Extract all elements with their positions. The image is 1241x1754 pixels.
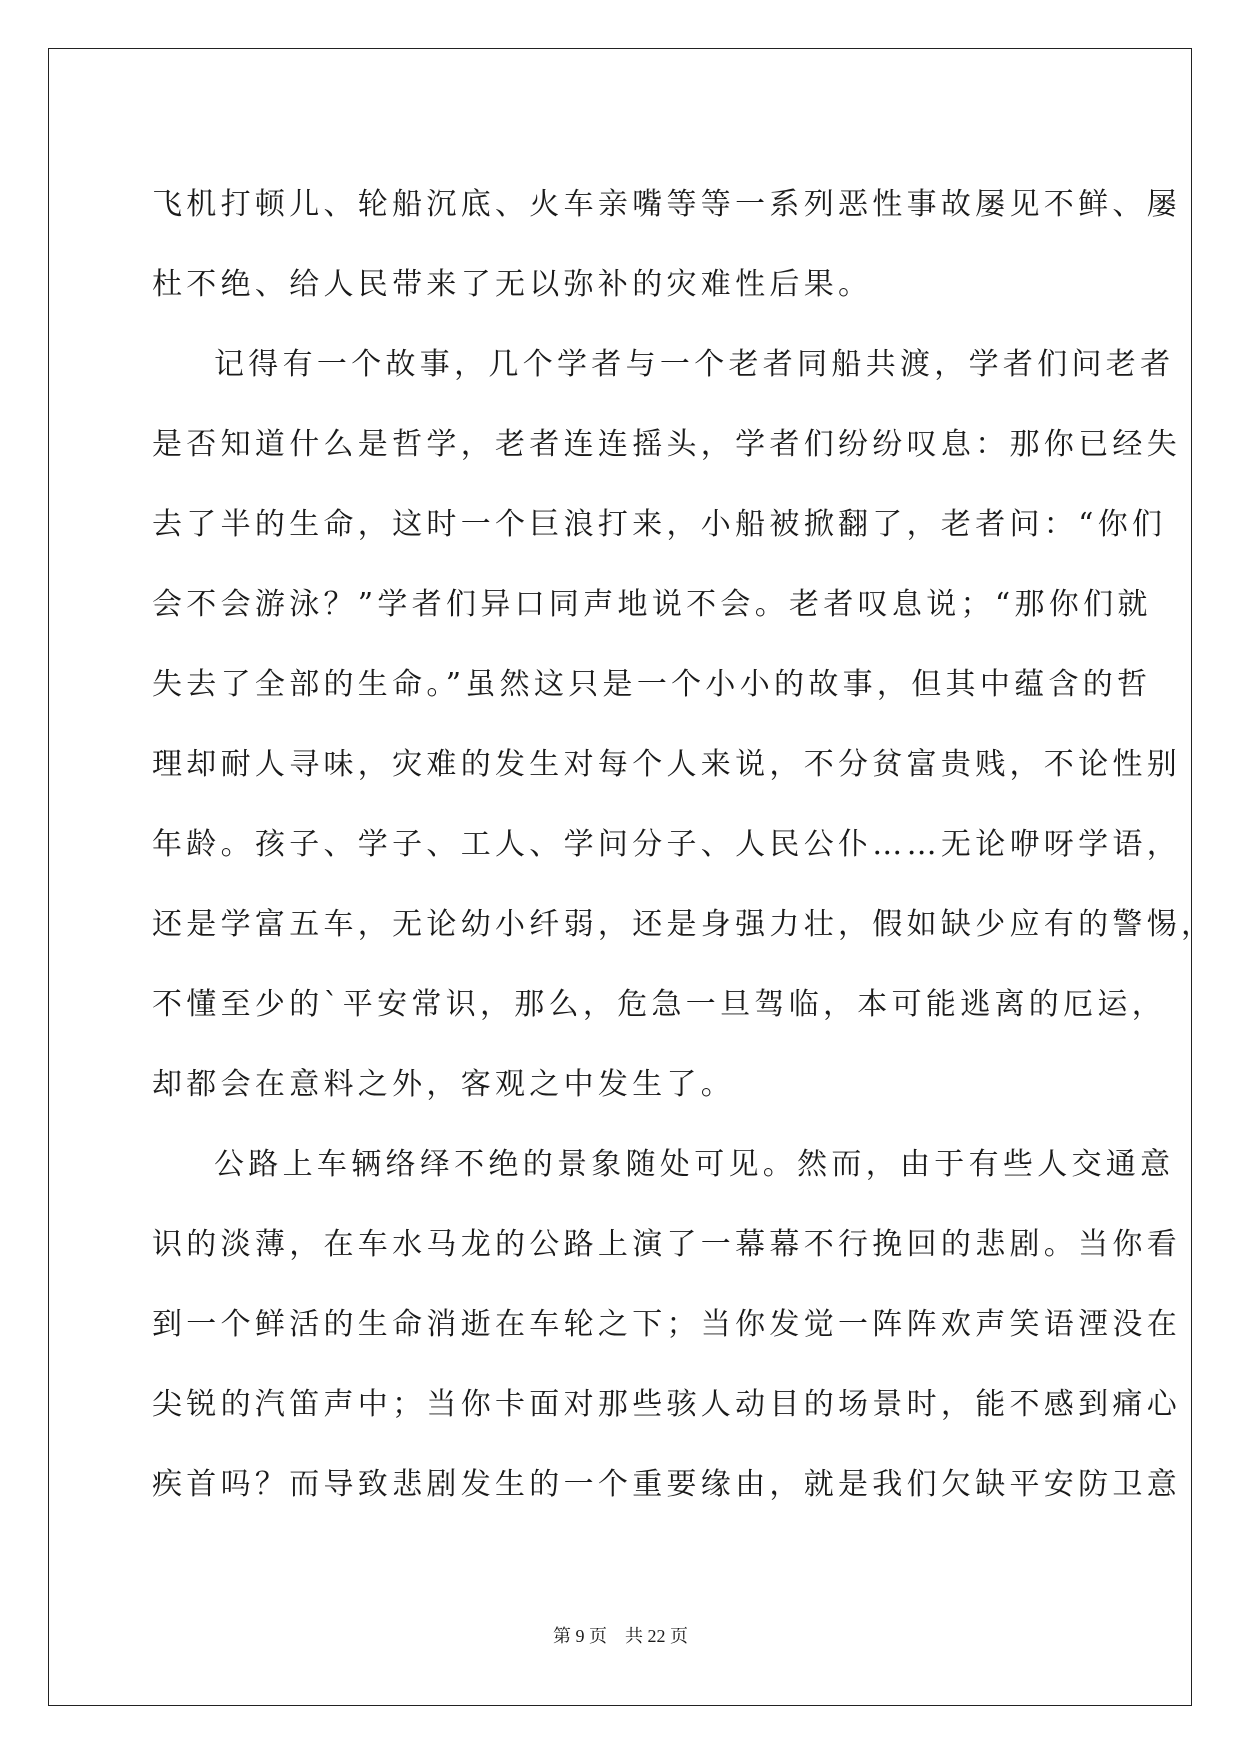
text-line: 识的淡薄，在车水马龙的公路上演了一幕幕不行挽回的悲剧。当你看 (152, 1227, 1181, 1262)
document-body (152, 165, 1216, 1525)
text-line: 尖锐的汽笛声中；当你卡面对那些骇人动目的场景时，能不感到痛心 (152, 1387, 1181, 1422)
page-number: 第 9 页 (553, 1626, 607, 1646)
text-line: 疾首吗？而导致悲剧发生的一个重要缘由，就是我们欠缺平安防卫意 (152, 1467, 1181, 1502)
page-footer (0, 1622, 1241, 1648)
page-total: 共 22 页 (625, 1626, 688, 1646)
text-line: 会不会游泳？”学者们异口同声地说不会。老者叹息说；“那你们就 (152, 587, 1152, 622)
text-line: 失去了全部的生命。”虽然这只是一个小小的故事，但其中蕴含的哲 (152, 667, 1152, 702)
text-line: 还是学富五车，无论幼小纤弱，还是身强力壮，假如缺少应有的警惕， (152, 907, 1216, 942)
text-line: 飞机打顿儿、轮船沉底、火车亲嘴等等一系列恶性事故屡见不鲜、屡 (152, 187, 1181, 222)
text-line: 到一个鲜活的生命消逝在车轮之下；当你发觉一阵阵欢声笑语湮没在 (152, 1307, 1181, 1342)
text-line: 却都会在意料之外，客观之中发生了。 (152, 1067, 736, 1102)
text-line: 不懂至少的`平安常识，那么，危急一旦驾临，本可能逃离的厄运， (152, 987, 1166, 1022)
paragraph-start-line: 记得有一个故事，几个学者与一个老者同船共渡，学者们问老者 (214, 347, 1175, 382)
text-line: 去了半的生命，这时一个巨浪打来，小船被掀翻了，老者问：“你们 (152, 507, 1167, 542)
text-line: 年龄。孩子、学子、工人、学问分子、人民公仆……无论咿呀学语， (152, 827, 1181, 862)
paragraph-start-line: 公路上车辆络绎不绝的景象随处可见。然而，由于有些人交通意 (214, 1147, 1175, 1182)
text-line: 理却耐人寻味，灾难的发生对每个人来说，不分贫富贵贱，不论性别 (152, 747, 1181, 782)
text-line: 是否知道什么是哲学，老者连连摇头，学者们纷纷叹息：那你已经失 (152, 427, 1181, 462)
text-line: 杜不绝、给人民带来了无以弥补的灾难性后果。 (152, 267, 873, 302)
